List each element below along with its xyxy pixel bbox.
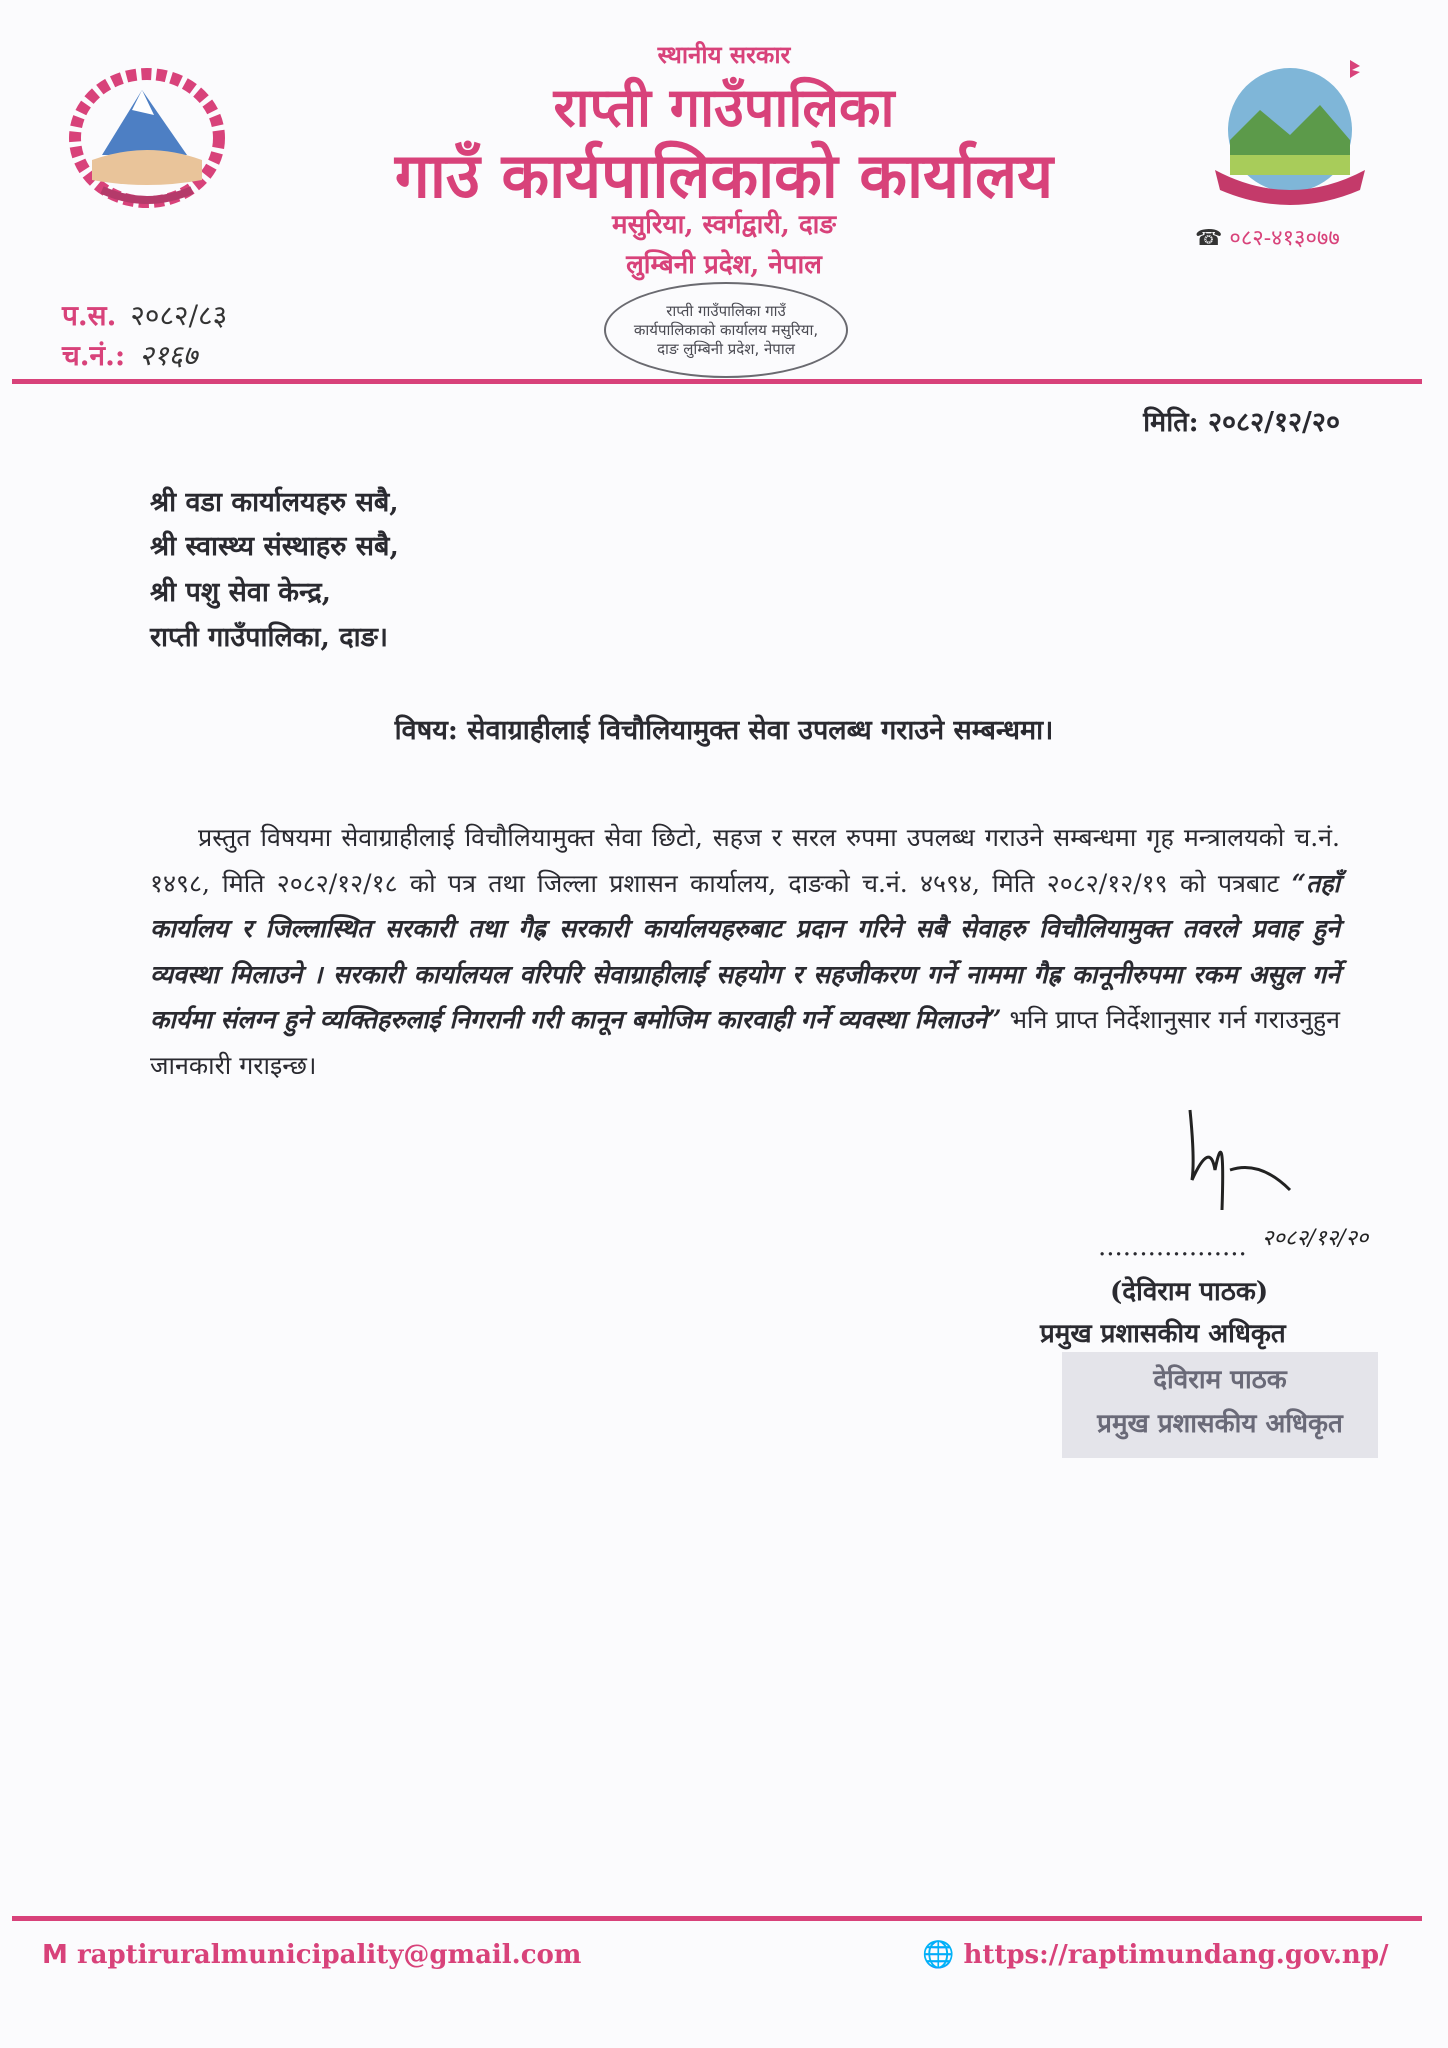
phone-number <box>1195 222 1340 252</box>
signatory-title: प्रमुख प्रशासकीय अधिकृत <box>1040 1319 1286 1349</box>
signature-line: .................. <box>1098 1232 1247 1262</box>
office-name: गाउँ कार्यपालिकाको कार्यालय <box>394 139 1054 212</box>
handwritten-signature <box>1170 1100 1350 1230</box>
letter-body <box>150 815 1340 1088</box>
email-address[interactable]: raptiruralmunicipality@gmail.com <box>76 1940 582 1970</box>
addressee: राप्ती गाउँपालिका, दाङ। <box>150 622 389 653</box>
body-intro: प्रस्तुत विषयमा सेवाग्राहीलाई विचौलियामुक्त सेवा छिटो, सहज र सरल रुपमा उपलब्ध गराउने सम्बन्धमा गृह मन्त्रालयको च.नं. १४९८, मिति २०८२/१२/१८ को पत्र तथा जिल्ला प्रशासन कार्यालय, दाङको च.नं. ४५९४, मिति २०८२/१२/१९ को पत्रबाट <box>150 823 1340 898</box>
stamp-name: देविराम पाठक <box>1153 1365 1287 1395</box>
phone-value: ०८२-४१३०७७ <box>1229 226 1340 251</box>
office-round-stamp <box>604 282 848 378</box>
footer-divider <box>12 1916 1422 1921</box>
ps-reference <box>62 296 227 334</box>
cn-label: च.नं.: <box>62 339 126 372</box>
government-level: स्थानीय सरकार <box>657 40 791 69</box>
website-url[interactable]: https://raptimundang.gov.np/ <box>963 1940 1389 1970</box>
name-stamp <box>1062 1352 1378 1458</box>
body-quote: “तहाँ कार्यालय र जिल्लास्थित सरकारी तथा गैह्र सरकारी कार्यालयहरुबाट प्रदान गरिने सबै सेवाहरु विचौलियामुक्त तवरले प्रवाह हुने व्यवस्था मिलाउने । सरकारी कार्यालयल वरिपरि सेवाग्राहीलाई सहयोग र सहजीकरण गर्ने नाममा गैह्र कानूनीरुपमा रकम असुल गर्ने कार्यमा संलग्न हुने व्यक्तिहरुलाई निगरानी गरी कानून बमोजिम कारवाही गर्ने व्यवस्था मिलाउने” <box>150 868 1340 1034</box>
addressee: श्री पशु सेवा केन्द्र, <box>150 577 332 608</box>
stamp-title: प्रमुख प्रशासकीय अधिकृत <box>1097 1409 1343 1439</box>
gmail-icon: M <box>42 1940 68 1970</box>
addressee: श्री वडा कार्यालयहरु सबै, <box>150 487 399 518</box>
address-line-1: मसुरिया, स्वर्गद्वारी, दाङ <box>612 210 836 240</box>
letter-subject: विषय: सेवाग्राहीलाई विचौलियामुक्त सेवा उपलब्ध गराउने सम्बन्धमा। <box>394 715 1054 746</box>
signatory-name: (देविराम पाठक) <box>1110 1277 1269 1307</box>
ps-label: प.स. <box>62 299 117 332</box>
footer-email[interactable] <box>42 1940 581 1970</box>
cn-value: २१६७ <box>139 339 198 372</box>
letter-date: मिति: २०८२/१२/२० <box>1143 407 1340 438</box>
signature-date: २०८२/१२/२० <box>1262 1226 1369 1251</box>
ps-value: २०८२/८३ <box>130 299 228 332</box>
www-globe-icon: 🌐 <box>922 1940 955 1970</box>
phone-icon: ☎ <box>1195 226 1223 251</box>
header-divider <box>12 379 1422 384</box>
round-stamp-text: राप्ती गाउँपालिका गाउँ कार्यपालिकाको कार्यालय मसुरिया, दाङ लुम्बिनी प्रदेश, नेपाल <box>633 301 819 358</box>
footer-website[interactable] <box>922 1940 1389 1970</box>
municipality-name: राप्ती गाउँपालिका <box>553 75 895 139</box>
cn-reference <box>62 336 197 374</box>
address-line-2: लुम्बिनी प्रदेश, नेपाल <box>626 250 822 280</box>
addressee: श्री स्वास्थ्य संस्थाहरु सबै, <box>150 531 399 562</box>
body-outro: भनि प्राप्त निर्देशानुसार गर्न गराउनुहुन जानकारी गराइन्छ। <box>150 1005 1340 1080</box>
